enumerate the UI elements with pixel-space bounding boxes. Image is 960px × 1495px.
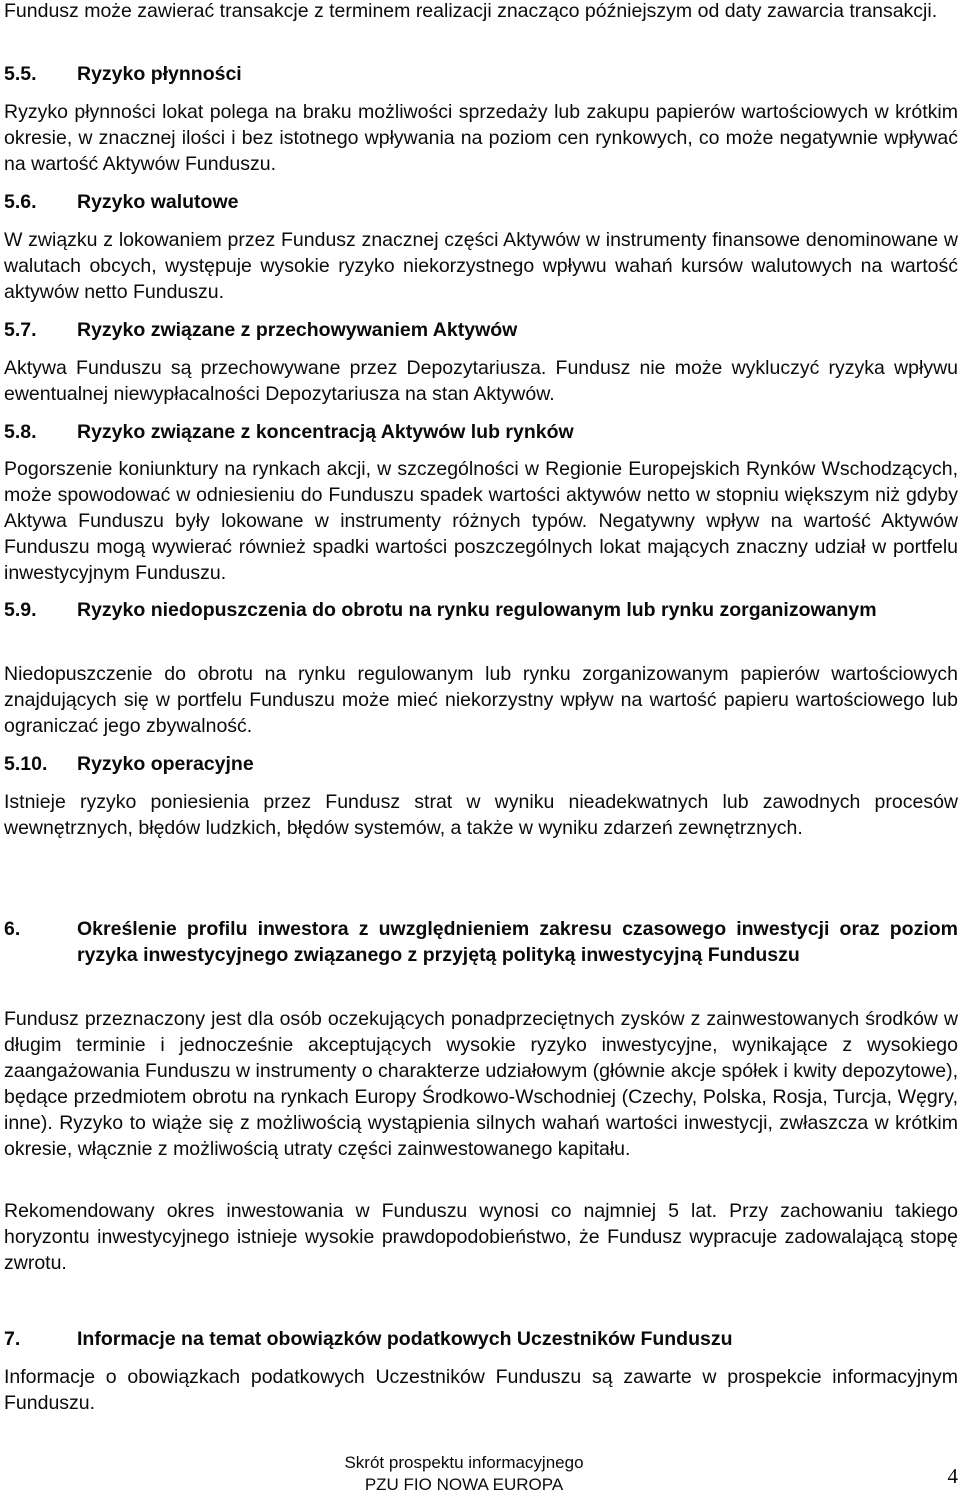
- section-title: Ryzyko płynności: [77, 63, 242, 85]
- section-heading-5-8: [4, 419, 958, 445]
- section-paragraph: W związku z lokowaniem przez Fundusz znacznej części Aktywów w instrumenty finansowe denominowane w walutach obcych, występuje wysokie ryzyko niekorzystnego wpływu wahań kursów walutowych na wartość aktywów netto Funduszu.: [4, 229, 958, 303]
- section-number: 6.: [4, 918, 21, 940]
- section-title: Ryzyko związane z przechowywaniem Aktywów: [77, 319, 518, 341]
- section-title: Ryzyko operacyjne: [77, 753, 254, 775]
- section-heading-5-9: [4, 597, 958, 623]
- section-heading-6: [4, 916, 958, 968]
- section-paragraph: Aktywa Funduszu są przechowywane przez Depozytariusza. Fundusz nie może wykluczyć ryzyka wpływu ewentualnej niewypłacalności Depozytariusza na stan Aktywów.: [4, 357, 958, 405]
- section-number: 5.6.: [4, 191, 37, 213]
- section-title: Ryzyko niedopuszczenia do obrotu na rynku regulowanym lub rynku zorganizowanym: [77, 599, 877, 621]
- section-heading-5-5: [4, 61, 958, 87]
- section-number: 5.5.: [4, 63, 37, 85]
- section-number: 5.8.: [4, 421, 37, 443]
- section-number: 5.9.: [4, 599, 37, 621]
- section-number: 5.10.: [4, 753, 48, 775]
- section-number: 7.: [4, 1328, 21, 1350]
- section-title: Ryzyko walutowe: [77, 191, 239, 213]
- section-paragraph: Pogorszenie koniunktury na rynkach akcji, w szczególności w Regionie Europejskich Rynków Wschodzących, może spowodować w odniesieniu do Funduszu spadek wartości aktywów netto w stopniu większym niż gdyby Aktywa Funduszu były lokowane w instrumenty różnych typów. Negatywny wpływ na wartość Aktywów Funduszu mogą wywierać również spadki wartości poszczególnych lokat mających znaczny udział w portfelu inwestycyjnym Funduszu.: [4, 458, 958, 584]
- page-number: 4: [947, 1464, 958, 1488]
- section-title: Informacje na temat obowiązków podatkowych Uczestników Funduszu: [77, 1328, 733, 1350]
- section-heading-5-10: [4, 751, 958, 777]
- section-paragraph: Informacje o obowiązkach podatkowych Uczestników Funduszu są zawarte w prospekcie informacyjnym Funduszu.: [4, 1366, 958, 1414]
- page-footer: [0, 1453, 960, 1493]
- section-title: Ryzyko związane z koncentracją Aktywów lub rynków: [77, 421, 574, 443]
- section-number: 5.7.: [4, 319, 37, 341]
- footer-document-title: Skrót prospektu informacyjnego: [344, 1453, 584, 1472]
- section-paragraph: Niedopuszczenie do obrotu na rynku regulowanym lub rynku zorganizowanym papierów wartościowych znajdujących się w portfelu Funduszu może mieć niekorzystny wpływ na wartość papieru wartościowego lub ograniczać jego zbywalność.: [4, 663, 958, 737]
- section-heading-7: [4, 1326, 958, 1352]
- section-heading-5-6: [4, 189, 958, 215]
- section-heading-5-7: [4, 317, 958, 343]
- section-title: Określenie profilu inwestora z uwzględnieniem zakresu czasowego inwestycji oraz poziom ryzyka inwestycyjnego związanego z przyjętą polityką inwestycyjną Funduszu: [77, 918, 958, 966]
- section-paragraph: Fundusz przeznaczony jest dla osób oczekujących ponadprzeciętnych zysków z zainwestowanych środków w długim terminie i jednocześnie akceptujących wysokie ryzyko inwestycyjne, wynikające z wysokiego zaangażowania Funduszu w instrumenty o charakterze udziałowym (głównie akcje spółek i kwity depozytowe), będące przedmiotem obrotu na rynkach Europy Środkowo-Wschodniej (Czechy, Polska, Rosja, Turcja, Węgry, inne). Ryzyko to wiąże się z możliwością wystąpienia silnych wahań wartości inwestycji, zwłaszcza w krótkim okresie, włącznie z możliwością utraty części zainwestowanego kapitału.: [4, 1008, 958, 1160]
- footer-fund-name: PZU FIO NOWA EUROPA: [364, 1475, 564, 1494]
- section-paragraph: Rekomendowany okres inwestowania w Funduszu wynosi co najmniej 5 lat. Przy zachowaniu takiego horyzontu inwestycyjnego istnieje wysokie prawdopodobieństwo, że Fundusz wypracuje zadowalającą stopę zwrotu.: [4, 1200, 958, 1274]
- section-paragraph: Ryzyko płynności lokat polega na braku możliwości sprzedaży lub zakupu papierów wartościowych w krótkim okresie, w znacznej ilości i bez istotnego wpływania na poziom cen rynkowych, co może negatywnie wpływać na wartość Aktywów Funduszu.: [4, 101, 958, 175]
- intro-paragraph: Fundusz może zawierać transakcje z terminem realizacji znacząco późniejszym od daty zawarcia transakcji.: [4, 0, 938, 22]
- section-paragraph: Istnieje ryzyko poniesienia przez Fundusz strat w wyniku nieadekwatnych lub zawodnych procesów wewnętrznych, błędów ludzkich, błędów systemów, a także w wyniku zdarzeń zewnętrznych.: [4, 791, 958, 839]
